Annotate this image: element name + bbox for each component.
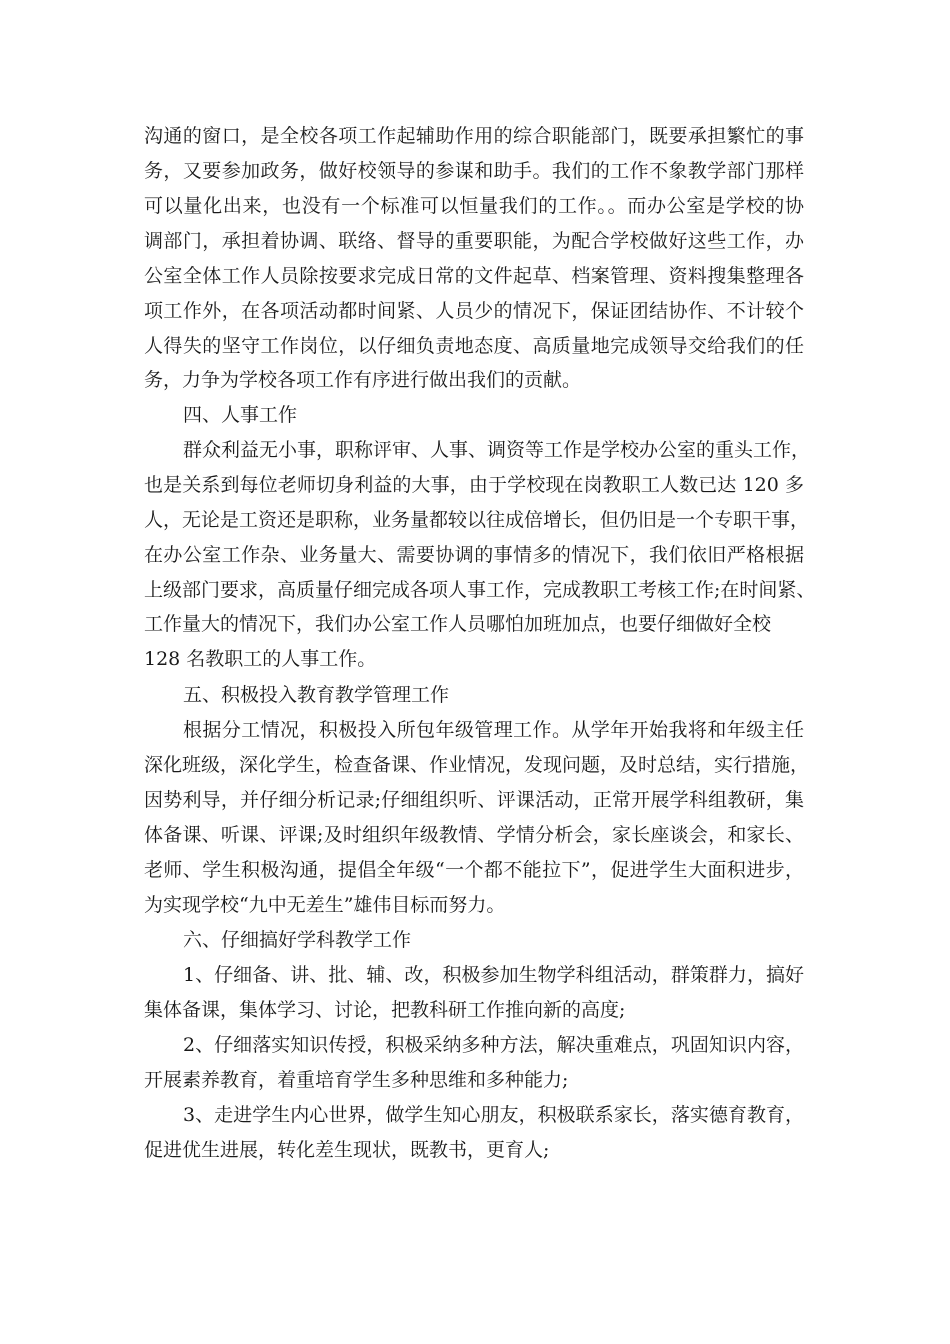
text-line: 公室全体工作人员除按要求完成日常的文件起草、档案管理、资料搜集整理各 <box>144 265 804 287</box>
list-item: 3、走进学生内心世界，做学生知心朋友，积极联系家长，落实德育教育， <box>183 1104 804 1126</box>
text-line: 根据分工情况，积极投入所包年级管理工作。从学年开始我将和年级主任 <box>183 719 804 741</box>
section-heading: 四、人事工作 <box>183 404 298 426</box>
text-line: 开展素养教育，着重培育学生多种思维和多种能力; <box>144 1069 569 1091</box>
text-line: 集体备课，集体学习、讨论，把教科研工作推向新的高度; <box>144 999 626 1021</box>
text-line: 人，无论是工资还是职称，业务量都较以往成倍增长，但仍旧是一个专职干事， <box>144 509 810 531</box>
section-heading: 六、仔细搞好学科教学工作 <box>183 929 412 951</box>
text-line: 体备课、听课、评课;及时组织年级教情、学情分析会，家长座谈会，和家长、 <box>144 824 804 846</box>
text-line: 也是关系到每位老师切身利益的大事，由于学校现在岗教职工人数已达 120 多 <box>144 474 804 496</box>
text-line: 务，力争为学校各项工作有序进行做出我们的贡献。 <box>144 369 582 391</box>
text-line: 为实现学校“九中无差生”雄伟目标而努力。 <box>144 894 506 916</box>
text-line: 可以量化出来，也没有一个标准可以恒量我们的工作。。而办公室是学校的协 <box>144 195 804 217</box>
text-line: 沟通的窗口，是全校各项工作起辅助作用的综合职能部门，既要承担繁忙的事 <box>144 125 804 147</box>
section-heading: 五、积极投入教育教学管理工作 <box>183 684 450 706</box>
text-line: 人得失的坚守工作岗位，以仔细负责地态度、高质量地完成领导交给我们的任 <box>144 335 804 357</box>
list-item: 2、仔细落实知识传授，积极采纳多种方法，解决重难点，巩固知识内容， <box>183 1034 804 1056</box>
text-line: 深化班级，深化学生，检查备课、作业情况，发现问题，及时总结，实行措施， <box>144 754 810 776</box>
text-line: 群众利益无小事，职称评审、人事、调资等工作是学校办公室的重头工作， <box>183 439 811 461</box>
list-item: 1、仔细备、讲、批、辅、改，积极参加生物学科组活动，群策群力，搞好 <box>183 964 804 986</box>
text-line: 128 名教职工的人事工作。 <box>144 648 377 670</box>
text-line: 老师、学生积极沟通，提倡全年级“一个都不能拉下”，促进学生大面积进步， <box>144 859 804 881</box>
text-line: 工作量大的情况下，我们办公室工作人员哪怕加班加点，也要仔细做好全校 <box>144 613 772 635</box>
text-line: 调部门，承担着协调、联络、督导的重要职能，为配合学校做好这些工作，办 <box>144 230 804 252</box>
text-line: 促进优生进展，转化差生现状，既教书，更育人; <box>144 1139 550 1161</box>
text-line: 项工作外，在各项活动都时间紧、人员少的情况下，保证团结协作、不计较个 <box>144 300 804 322</box>
text-line: 上级部门要求，高质量仔细完成各项人事工作，完成教职工考核工作;在时间紧、 <box>144 579 816 601</box>
text-line: 务，又要参加政务，做好校领导的参谋和助手。我们的工作不象教学部门那样 <box>144 160 804 182</box>
text-line: 因势利导，并仔细分析记录;仔细组织听、评课活动，正常开展学科组教研，集 <box>144 789 804 811</box>
text-line: 在办公室工作杂、业务量大、需要协调的事情多的情况下，我们依旧严格根据 <box>144 544 804 566</box>
